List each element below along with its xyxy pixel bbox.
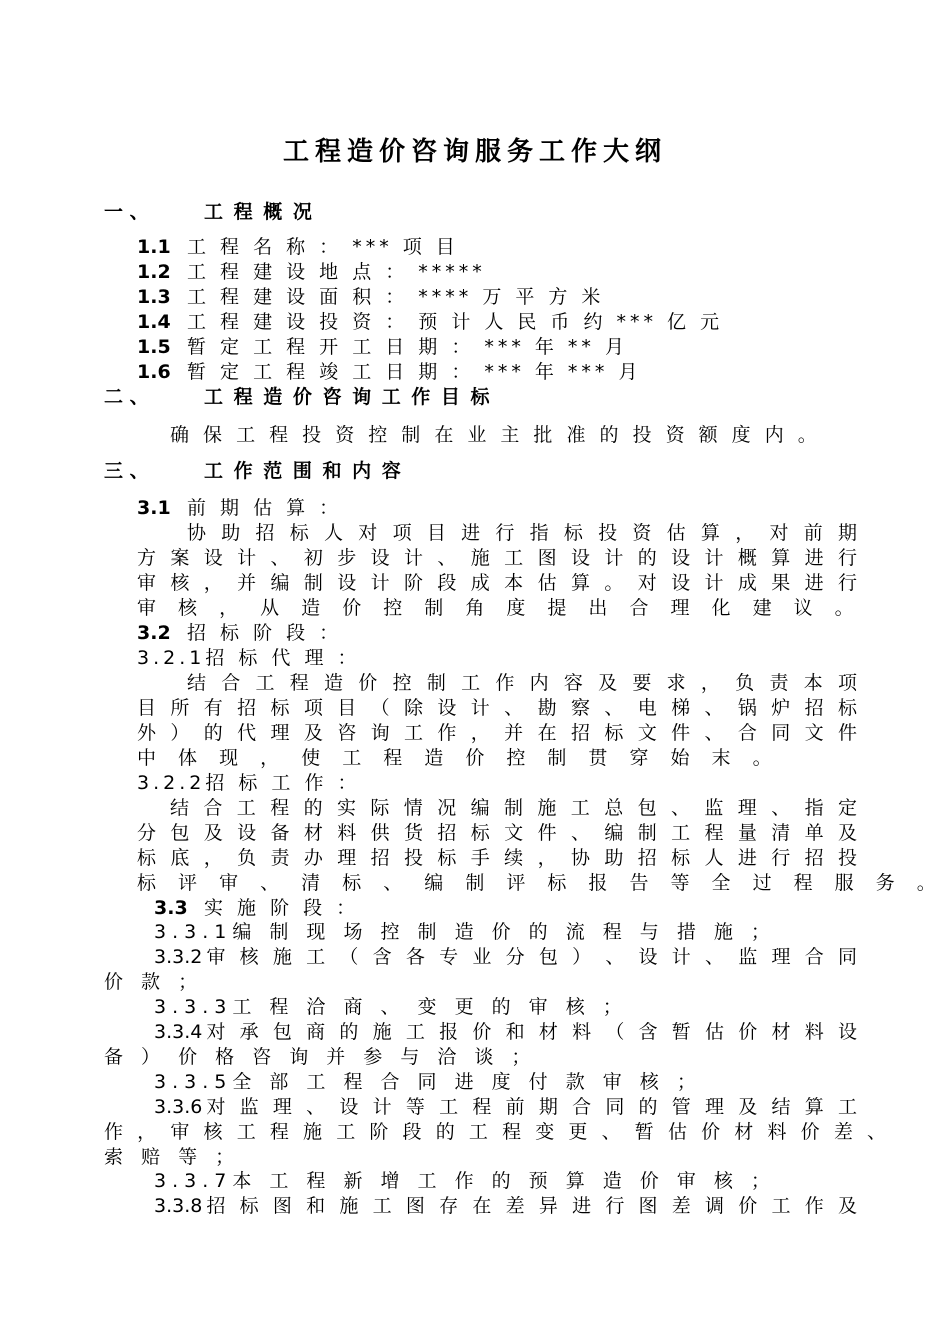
item-3-3-5: 3.3.5全 部 工 程 合 同 进 度 付 款 审 核 ； — [154, 1071, 702, 1093]
item-1-3-text: 工 程 建 设 面 积 ： **** 万 平 方 米 — [187, 286, 605, 308]
section-2-text: 确 保 工 程 投 资 控 制 在 业 主 批 准 的 投 资 额 度 内 。 — [170, 424, 821, 446]
item-3-3-number: 3.3 — [154, 897, 188, 919]
item-3-3-2-line-2: 价 款 ； — [104, 971, 204, 993]
item-1-4-text: 工 程 建 设 投 资 ： 预 计 人 民 币 约 *** 亿 元 — [187, 311, 724, 333]
item-3-3-title: 实 施 阶 段 ： — [204, 897, 360, 919]
paragraph-3-1-line-1: 协 助 招 标 人 对 项 目 进 行 指 标 投 资 估 算 ， 对 前 期 — [187, 522, 857, 544]
item-3-1-number: 3.1 — [137, 497, 171, 519]
item-3-3-4-line-2: 备 ） 价 格 咨 询 并 参 与 洽 谈 ； — [104, 1046, 537, 1068]
paragraph-3-2-1-line-4: 中 体 现 ， 使 工 程 造 价 控 制 贯 穿 始 末 。 — [137, 747, 780, 769]
section-3-heading: 工 作 范 围 和 内 容 — [204, 460, 403, 482]
document-title: 工程造价咨询服务工作大纲 — [282, 137, 667, 167]
item-3-3-7: 3.3.7本 工 程 新 增 工 作 的 预 算 造 价 审 核 ； — [154, 1170, 776, 1192]
section-2-heading: 工 程 造 价 咨 询 工 作 目 标 — [204, 386, 492, 408]
item-3-3-6-line-2: 作 ， 审 核 工 程 施 工 阶 段 的 工 程 变 更 、 暂 估 价 材 料 价 差 、 — [104, 1121, 886, 1143]
paragraph-3-2-2-line-3: 标 底 ， 负 责 办 理 招 投 标 手 续 ， 协 助 招 标 人 进 行 招 投 — [137, 847, 857, 869]
paragraph-3-2-2-line-1: 结 合 工 程 的 实 际 情 况 编 制 施 工 总 包 、 监 理 、 指 定 — [170, 797, 857, 819]
paragraph-3-1-line-2: 方 案 设 计 、 初 步 设 计 、 施 工 图 设 计 的 设 计 概 算 进 行 — [137, 547, 857, 569]
paragraph-3-2-1-line-3: 外 ） 的 代 理 及 咨 询 工 作 ， 并 在 招 标 文 件 、 合 同 文 件 — [137, 722, 857, 744]
item-3-3-6-line-1: 3.3.6对 监 理 、 设 计 等 工 程 前 期 合 同 的 管 理 及 结 算 工 — [154, 1096, 857, 1118]
item-1-6-number: 1.6 — [137, 361, 171, 383]
item-3-3-8-line-1: 3.3.8招 标 图 和 施 工 图 存 在 差 异 进 行 图 差 调 价 工 作 及 — [154, 1195, 857, 1217]
section-3-number: 三 、 — [104, 460, 149, 482]
item-1-4-number: 1.4 — [137, 311, 171, 333]
item-3-2-number: 3.2 — [137, 622, 171, 644]
item-1-5-number: 1.5 — [137, 336, 171, 358]
item-3-3-6-line-3: 索 赔 等 ； — [104, 1146, 241, 1168]
section-1-heading: 工 程 概 况 — [204, 201, 314, 223]
item-1-1-text: 工 程 名 称 ： *** 项 目 — [187, 236, 459, 258]
item-3-2-title: 招 标 阶 段 ： — [187, 622, 343, 644]
paragraph-3-2-2-line-4: 标 评 审 、 清 标 、 编 制 评 标 报 告 等 全 过 程 服 务 。 — [137, 872, 944, 894]
item-3-3-2-line-1: 3.3.2审 核 施 工 （ 含 各 专 业 分 包 ） 、 设 计 、 监 理 合 同 — [154, 946, 857, 968]
item-1-6-text: 暂 定 工 程 竣 工 日 期 ： *** 年 *** 月 — [187, 361, 642, 383]
paragraph-3-2-2-line-2: 分 包 及 设 备 材 料 供 货 招 标 文 件 、 编 制 工 程 量 清 单 及 — [137, 822, 857, 844]
section-2-number: 二 、 — [104, 386, 149, 408]
item-3-3-4-line-1: 3.3.4对 承 包 商 的 施 工 报 价 和 材 料 （ 含 暂 估 价 材 料 设 — [154, 1021, 857, 1043]
paragraph-3-2-1-line-2: 目 所 有 招 标 项 目 （ 除 设 计 、 勘 察 、 电 梯 、 锅 炉 招 标 — [137, 697, 857, 719]
paragraph-3-1-line-3: 审 核 ， 并 编 制 设 计 阶 段 成 本 估 算 。 对 设 计 成 果 进 行 — [137, 572, 857, 594]
item-1-2-text: 工 程 建 设 地 点 ： ***** — [187, 261, 486, 283]
item-1-1-number: 1.1 — [137, 236, 171, 258]
item-3-2-1-title: 3.2.1招 标 代 理 ： — [137, 647, 361, 669]
item-3-3-1: 3.3.1编 制 现 场 控 制 造 价 的 流 程 与 措 施 ； — [154, 921, 776, 943]
item-1-5-text: 暂 定 工 程 开 工 日 期 ： *** 年 ** 月 — [187, 336, 628, 358]
paragraph-3-1-line-4: 审 核 ， 从 造 价 控 制 角 度 提 出 合 理 化 建 议 。 — [137, 597, 862, 619]
paragraph-3-2-1-line-1: 结 合 工 程 造 价 控 制 工 作 内 容 及 要 求 ， 负 责 本 项 — [187, 672, 857, 694]
item-3-1-title: 前 期 估 算 ： — [187, 497, 343, 519]
section-1-number: 一 、 — [104, 201, 149, 223]
item-1-2-number: 1.2 — [137, 261, 171, 283]
item-3-2-2-title: 3.2.2招 标 工 作 ： — [137, 772, 361, 794]
item-3-3-3: 3.3.3工 程 洽 商 、 变 更 的 审 核 ； — [154, 996, 628, 1018]
item-1-3-number: 1.3 — [137, 286, 171, 308]
